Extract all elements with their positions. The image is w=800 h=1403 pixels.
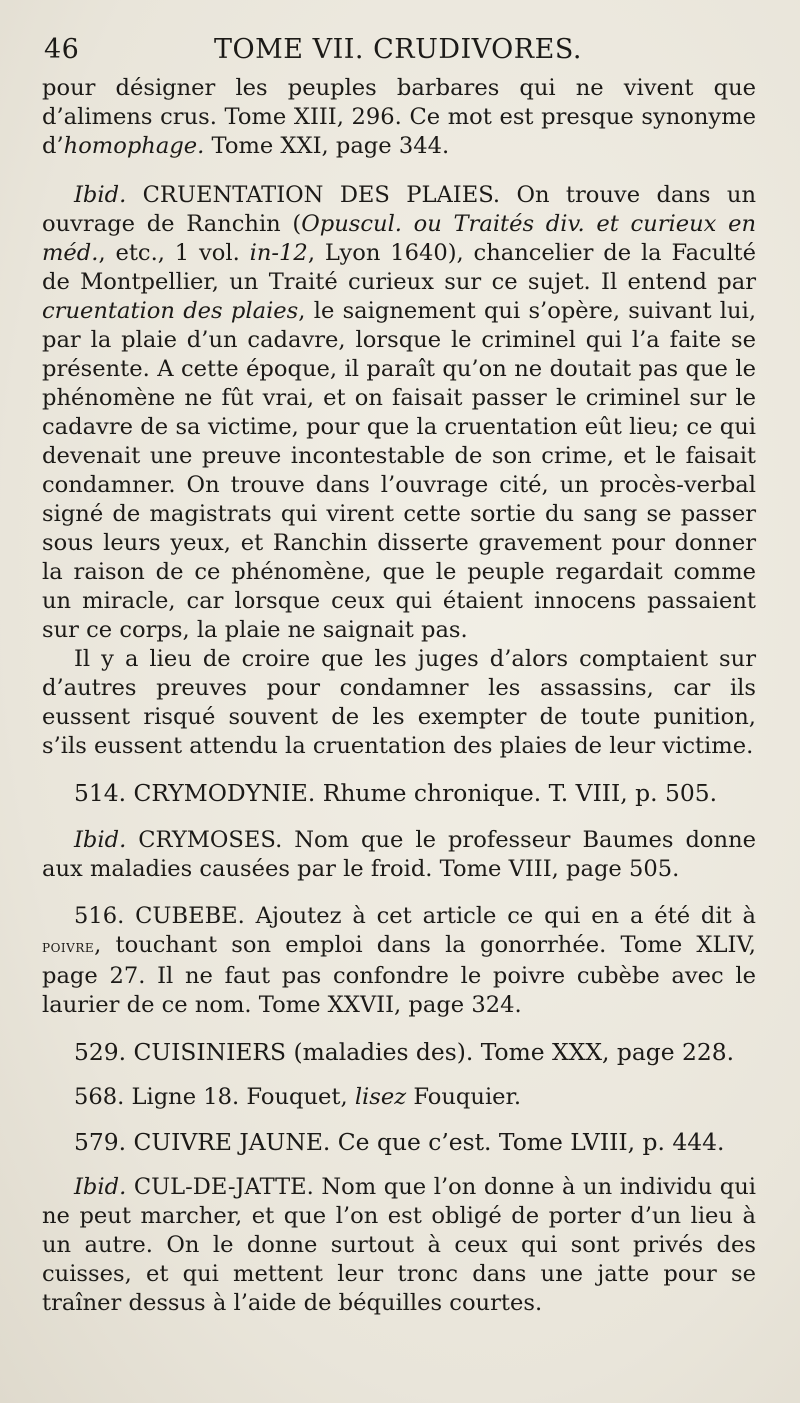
entry-cubebe: 516. CUBEBE. Ajoutez à cet article ce qui en a été dit à poivre, touchant son emploi dans la gonorrhée. Tome XLIV, page 27. Il ne faut pas confondre le poivre cubèbe avec le laurier de ce nom. Tome XXVII, page 324.: [42, 903, 756, 1018]
page-number: 46: [44, 34, 80, 65]
entry-crymodynie: 514. CRYMODYNIE. Rhume chronique. T. VIII, p. 505.: [74, 779, 718, 807]
entry-cuivre-jaune: 579. CUIVRE JAUNE. Ce que c’est. Tome LVIII, p. 444.: [74, 1128, 725, 1156]
entry-cruentation: Ibid. CRUENTATION DES PLAIES. On trouve dans un ouvrage de Ranchin (Opuscul. ou Traités div. et curieux en méd., etc., 1 vol. in-12, Lyon 1640), chancelier de la Faculté de Montpellier, un Traité curieux sur ce sujet. Il entend par cruentation des plaies, le saignement qui s’opère, suivant lui, par la plaie d’un cadavre, lorsque le criminel qui l’a faite se présente. A cette époque, il paraît qu’on ne doutait pas que le phénomène ne fût vrai, et on faisait passer le criminel sur le cadavre de sa victime, pour que la cruentation eût lieu; ce qui devenait une preuve incontestable de son crime, et le faisait condamner. On trouve dans l’ouvrage cité, un procès-verbal signé de magistrats qui virent cette sortie du sang se passer sous leurs yeux, et Ranchin disserte gravement pour donner la raison de ce phénomène, que le peuple regardait comme un miracle, car lorsque ceux qui étaient innocens passaient sur ce corps, la plaie ne saignait pas.: [42, 182, 756, 643]
running-title: TOME VII. CRUDIVORES.: [214, 34, 582, 65]
page-text: [42, 74, 756, 1318]
running-head: [42, 30, 756, 74]
entry-cuisiniers: 529. CUISINIERS (maladies des). Tome XXX, page 228.: [74, 1038, 735, 1066]
entry-ligne-18: 568. Ligne 18. Fouquet, lisez Fouquier.: [74, 1084, 522, 1110]
entry-cruentation-paragraph-2: Il y a lieu de croire que les juges d’alors comptaient sur d’autres preuves pour condamner les assassins, car ils eussent risqué souvent de les exempter de toute punition, s’ils eussent attendu la cruentation des plaies de leur victime.: [42, 646, 756, 759]
continued-paragraph: pour désigner les peuples barbares qui ne vivent que d’alimens crus. Tome XIII, 296. Ce mot est presque synonyme d’homophage. Tome XXI, page 344.: [42, 75, 756, 159]
entry-cul-de-jatte: Ibid. CUL-DE-JATTE. Nom que l’on donne à un individu qui ne peut marcher, et que l’on est obligé de porter d’un lieu à un autre. On le donne surtout à ceux qui sont privés des cuisses, et qui mettent leur tronc dans une jatte pour se traîner dessus à l’aide de béquilles courtes.: [42, 1174, 756, 1316]
entry-crymoses: Ibid. CRYMOSES. Nom que le professeur Baumes donne aux maladies causées par le froid. Tome VIII, page 505.: [42, 827, 756, 882]
